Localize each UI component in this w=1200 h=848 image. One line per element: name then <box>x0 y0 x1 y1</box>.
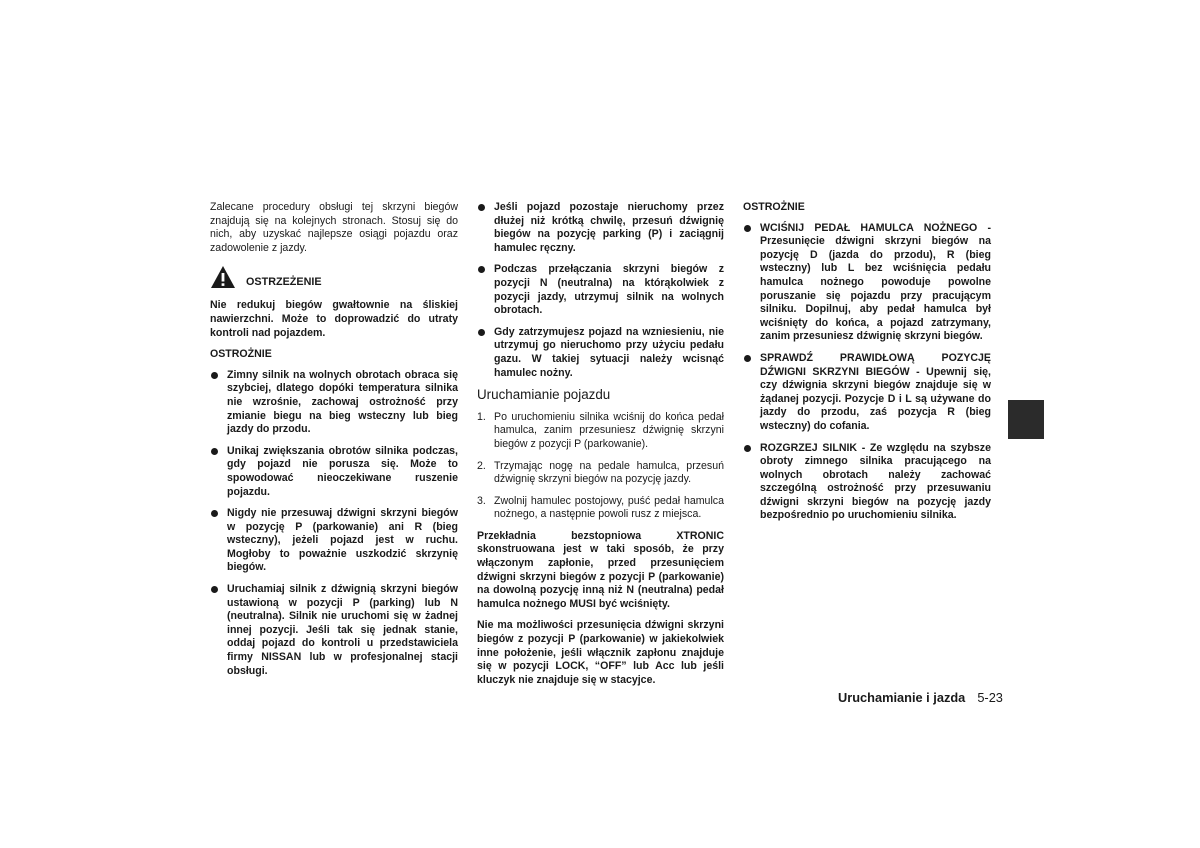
column-1 <box>210 201 458 686</box>
warning-block <box>210 265 458 289</box>
list-item: WCIŚNIJ PEDAŁ HAMULCA NOŻNEGO - Przesunięcie dźwigni skrzyni biegów na pozycję D (jazda do przodu), R (bieg wsteczny) lub L bez wciśnięcia pedału hamulca nożnego powoduje powolne poruszanie się pojazdu przy pracującym silniku. Dopilnuj, aby pedał hamulca był wciśnięty do końca, a pojazd zatrzymany, zanim przesuniesz dźwignię skrzyni biegów. <box>743 222 991 344</box>
step-item <box>477 411 724 452</box>
list-item: Jeśli pojazd pozostaje nieruchomy przez dłużej niż krótką chwilę, przesuń dźwignię biegów na pozycję parking (P) i zaciągnij hamulec ręczny. <box>477 201 724 255</box>
caution-title: OSTROŻNIE <box>743 201 805 213</box>
page-footer <box>838 690 1003 705</box>
xtronic-paragraph: Przekładnia bezstopniowa XTRONIC skonstruowana jest w taki sposób, że przy włączonym zapłonie, przed przesunięciem dźwigni skrzyni biegów z pozycji P (parkowanie) na dowolną pozycję inną niż N (neutralna) pedał hamulca nożnego MUSI być wciśnięty. <box>477 529 724 610</box>
step-number: 1. <box>477 410 486 423</box>
list-item: Zimny silnik na wolnych obrotach obraca się szybciej, dlatego dopóki temperatura silnika nie wzrośnie, zachowaj ostrożność przy zmianie biegu na bieg wsteczny lub bieg jazdy do przodu. <box>210 369 458 437</box>
step-item <box>477 495 724 522</box>
list-item: SPRAWDŹ PRAWIDŁOWĄ POZYCJĘ DŹWIGNI SKRZYNI BIEGÓW - Upewnij się, czy dźwignia skrzyni biegów znajduje się w żądanej pozycji. Pozycje D i L są używane do jazdy do przodu, zaś pozycja R (bieg wsteczny) do cofania. <box>743 352 991 434</box>
list-item: Nigdy nie przesuwaj dźwigni skrzyni biegów w pozycję P (parkowanie) ani R (bieg wsteczny), jeżeli pojazd jest w ruchu. Mogłoby to poważnie uszkodzić skrzynię biegów. <box>210 507 458 575</box>
list-item: Uruchamiaj silnik z dźwignią skrzyni biegów ustawioną w pozycji P (parking) lub N (neutralna). Silnik nie uruchomi się w żadnej innej pozycji. Jeśli tak się jednak stanie, oddaj pojazd do kontroli u przedstawiciela firmy NISSAN lub w profesjonalnej stacji obsługi. <box>210 583 458 678</box>
lock-paragraph: Nie ma możliwości przesunięcia dźwigni skrzyni biegów z pozycji P (parkowanie) w jakiekolwiek inne położenie, jeśli włącznik zapłonu znajduje się w pozycji LOCK, “OFF” lub Acc lub jeśli kluczyk nie znajduje się w stacyjce. <box>477 619 724 686</box>
column-3 <box>743 201 991 531</box>
footer-section-title: Uruchamianie i jazda <box>838 690 966 705</box>
section-heading: Uruchamianie pojazdu <box>477 387 611 403</box>
intro-text: Zalecane procedury obsługi tej skrzyni biegów znajdują się na kolejnych stronach. Stosuj się do nich, aby uzyskać najlepsze osiągi pojazdu oraz zadowolenie z jazdy. <box>210 201 458 254</box>
list-item: Unikaj zwiększania obrotów silnika podczas, gdy pojazd nie porusza się. Może to spowodować nieoczekiwane ruszenie pojazdu. <box>210 445 458 499</box>
steps-list <box>477 411 724 522</box>
caution-list-continued <box>477 201 724 380</box>
caution-title: OSTROŻNIE <box>210 348 272 361</box>
column-2 <box>477 201 724 695</box>
list-item: Gdy zatrzymujesz pojazd na wzniesieniu, nie utrzymuj go nieruchomo przy użyciu pedału gazu. W takiej sytuacji należy wcisnąć hamulec nożny. <box>477 326 724 380</box>
step-number: 2. <box>477 459 486 472</box>
step-number: 3. <box>477 494 486 507</box>
list-item: ROZGRZEJ SILNIK - Ze względu na szybsze obroty zimnego silnika pracującego na wolnych obrotach należy zachować szczególną ostrożność przy przesuwaniu dźwigni skrzyni biegów na pozycję jazdy bezpośrednio po uruchomieniu silnika. <box>743 442 991 524</box>
step-item <box>477 460 724 487</box>
caution-list <box>210 369 458 678</box>
list-item: Podczas przełączania skrzyni biegów z pozycji N (neutralna) na którąkolwiek z pozycji jazdy, utrzymuj silnik na wolnych obrotach. <box>477 263 724 317</box>
step-text: Zwolnij hamulec postojowy, puść pedał hamulca nożnego, a następnie powoli rusz z miejsca. <box>494 494 724 521</box>
step-text: Trzymając nogę na pedale hamulca, przesuń dźwignię skrzyni biegów na pozycję jazdy. <box>494 459 724 486</box>
chapter-tab <box>1008 400 1044 439</box>
warning-triangle-icon <box>210 265 236 289</box>
page-number: 5-23 <box>977 690 1003 705</box>
warning-text: Nie redukuj biegów gwałtownie na śliskiej nawierzchni. Może to doprowadzić do utraty kontroli nad pojazdem. <box>210 299 458 339</box>
step-text: Po uruchomieniu silnika wciśnij do końca pedał hamulca, zanim przesuniesz dźwignię skrzyni biegów z pozycji P (parkowanie). <box>494 410 724 450</box>
warning-title: OSTRZEŻENIE <box>246 275 322 288</box>
caution-list <box>743 222 991 523</box>
